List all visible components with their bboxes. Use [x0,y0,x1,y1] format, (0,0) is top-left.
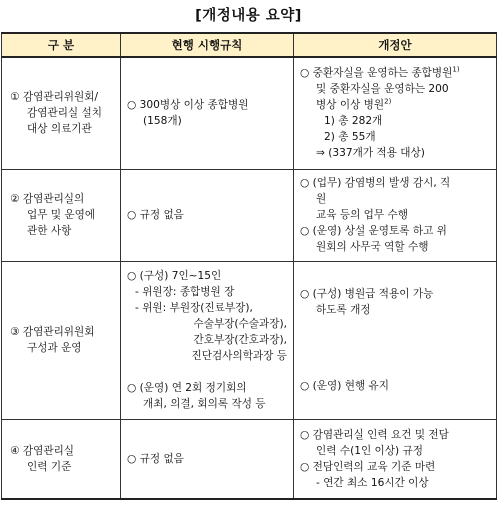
row2-category [2,169,121,261]
cell-line: 관한 사항 [27,225,72,237]
cell-line: 감염관리실 설치 [27,107,103,120]
row3-category [2,261,121,419]
row1-revised [294,57,497,169]
cell-line: 수술부장(수술과장), [193,318,287,330]
cell-text: 병상 이상 병원 [316,99,385,112]
cell-line: ① 감염관리위원회/ [10,91,99,104]
cell-line: 2) 총 55개 [324,131,376,144]
cell-line: ○ (운영) 연 2회 정기회의 [127,382,247,394]
cell-line: 하도록 개정 [316,304,371,316]
cell-line: ○ (구성) 7인∼15인 [127,270,222,282]
cell-line: ② 감염관리실의 [10,193,85,205]
cell-line [300,97,490,113]
cell-line: ○ (구성) 병원급 적용이 가능 [300,288,434,300]
cell-line: 교육 등의 업무 수행 [316,209,408,221]
cell-line: 원 [316,193,327,205]
header-current: 현행 시행규칙 [121,33,294,57]
cell-line: ○ (업무) 감염병의 발생 감시, 직 [300,177,451,189]
table-row [2,261,497,419]
cell-line: ④ 감염관리실 [10,444,75,457]
cell-line: 개최, 의결, 회의록 작성 등 [143,398,266,410]
footnote-marker: 2) [384,97,392,106]
page-title: [개정내용 요약] [195,8,302,24]
table-row [2,419,497,499]
cell-line: 1) 총 282개 [324,115,383,128]
cell-line: 업무 및 운영에 [27,209,96,221]
cell-line: - 위원: 부원장(진료부장), [135,302,253,314]
cell-line: 진단검사의학과장 등 [191,350,287,362]
cell-line: 인력 기준 [27,460,72,473]
cell-line: - 위원장: 종합병원 장 [135,286,235,298]
header-revised: 개정안 [294,33,497,57]
summary-table [1,32,497,500]
table-header-row [2,33,497,57]
cell-line: ○ 전담인력의 교육 기준 마련 [300,460,436,473]
footnote-marker: 1) [452,65,460,74]
cell-line: ○ (운영) 현행 유지 [300,380,390,392]
row2-current [121,169,294,261]
cell-text: ○ 중환자실을 운영하는 종합병원 [300,67,453,80]
row1-category [2,57,121,169]
cell-line: ○ 감염관리실 인력 요건 및 전담 [300,428,449,441]
row1-current [121,57,294,169]
row4-category [2,419,121,499]
cell-line: ○ (운영) 상설 운영토록 하고 위 [300,225,447,237]
row3-current [121,261,294,419]
cell-line: 간호부장(간호과장), [193,334,287,346]
cell-line: ③ 감염관리위원회 [10,326,95,338]
row2-revised [294,169,497,261]
row4-revised [294,419,497,499]
cell-line: 대상 의료기관 [27,123,92,136]
cell-line: - 연간 최소 16시간 이상 [316,476,429,489]
cell-line [300,65,490,81]
spacer [127,364,287,380]
spacer [300,318,490,378]
header-category: 구 분 [2,33,121,57]
cell-line: 원회의 사무국 역할 수행 [316,241,429,253]
row4-current [121,419,294,499]
cell-line: ○ 규정 없음 [127,209,184,221]
cell-line: 인력 수(1인 이상) 규정 [316,444,423,457]
row3-revised [294,261,497,419]
table-row [2,57,497,169]
cell-line: 및 중환자실을 운영하는 200 [316,83,449,96]
table-row [2,169,497,261]
cell-line: ⇒ (337개가 적용 대상) [316,147,425,160]
cell-line: ○ 규정 없음 [127,452,184,465]
cell-line: (158개) [143,115,182,128]
cell-line: 구성과 운영 [27,342,82,354]
cell-line: ○ 300병상 이상 종합병원 [127,99,249,112]
